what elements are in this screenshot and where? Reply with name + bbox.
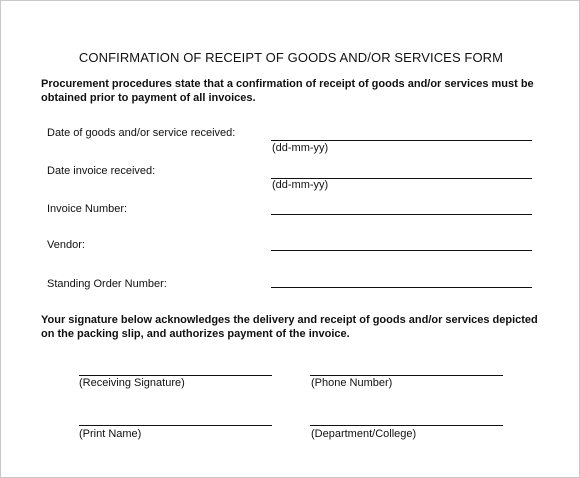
vendor-label: Vendor: — [47, 239, 85, 251]
invoice-number-label: Invoice Number: — [47, 203, 128, 215]
acknowledgement-paragraph: Your signature below acknowledges the delivery and receipt of goods and/or services depicted on the packing slip, and authorizes payment of the invoice. — [41, 314, 538, 340]
date-invoice-received-format-hint: (dd-mm-yy) — [272, 179, 329, 191]
print-name-caption: (Print Name) — [79, 428, 142, 440]
phone-number-line[interactable] — [310, 375, 503, 376]
invoice-number-line[interactable] — [271, 214, 532, 215]
receiving-signature-line[interactable] — [79, 375, 272, 376]
phone-number-caption: (Phone Number) — [311, 377, 393, 389]
date-invoice-received-label: Date invoice received: — [47, 165, 156, 177]
form-title: CONFIRMATION OF RECEIPT OF GOODS AND/OR SERVICES FORM — [78, 50, 504, 65]
date-goods-received-format-hint: (dd-mm-yy) — [272, 142, 329, 154]
department-college-caption: (Department/College) — [311, 428, 417, 440]
standing-order-number-label: Standing Order Number: — [47, 278, 167, 290]
print-name-line[interactable] — [79, 425, 272, 426]
intro-paragraph: Procurement procedures state that a confirmation of receipt of goods and/or services must be obtained prior to payment of all invoices. — [41, 78, 534, 104]
date-goods-received-line[interactable] — [271, 140, 532, 141]
receiving-signature-caption: (Receiving Signature) — [79, 377, 185, 389]
standing-order-number-line[interactable] — [271, 287, 532, 288]
department-college-line[interactable] — [310, 425, 503, 426]
vendor-line[interactable] — [271, 250, 532, 251]
date-goods-received-label: Date of goods and/or service received: — [47, 127, 236, 139]
